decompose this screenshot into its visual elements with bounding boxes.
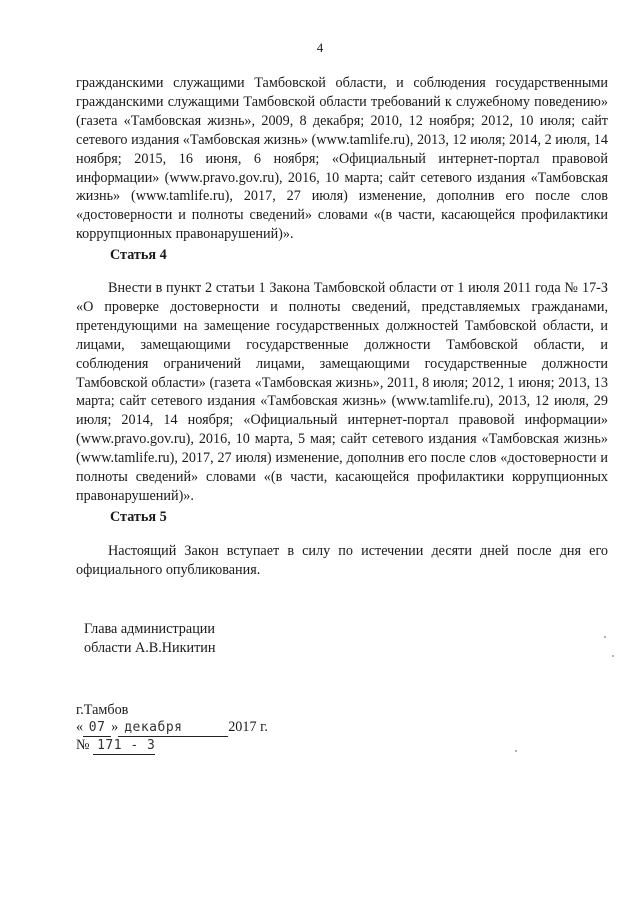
number-line <box>76 737 268 755</box>
signature-block <box>84 620 215 657</box>
scan-speck <box>515 750 517 752</box>
article-5-heading: Статья 5 <box>110 509 167 525</box>
date-day: 07 <box>83 719 111 737</box>
number-value: 171 - З <box>93 737 155 755</box>
article-5-text: Настоящий Закон вступает в силу по истечении десяти дней после дня его официального опубликования. <box>76 543 608 578</box>
date-close-quote: » <box>111 719 119 735</box>
place-date-block <box>76 702 268 755</box>
date-month: декабря <box>118 719 228 737</box>
place: г.Тамбов <box>76 702 129 718</box>
article-4-text: Внести в пункт 2 статьи 1 Закона Тамбовской области от 1 июля 2011 года № 17-З «О проверке достоверности и полноты сведений, представляемых гражданами, претендующими на замещение государственных должностей Тамбовской области, и лицами, замещающими государственные должности Тамбовской области, и соблюдения ограничений лицами, замещающими государственные должности Тамбовской области» (газета «Тамбовская жизнь», 2011, 8 июля; 2012, 1 июня; 2013, 13 марта; сайт сетевого издания «Тамбовская жизнь» (www.tamlife.ru), 2013, 12 июля, 29 июля; 2014, 14 ноября; «Официальный интернет-портал правовой информации» (www.pravo.gov.ru), 2016, 10 марта, 5 мая; сайт сетевого издания «Тамбовская жизнь» (www.tamlife.ru), 2017, 27 июля) изменение, дополнив его после слов «достоверности и полноты сведений» словами «(в части, касающейся профилактики коррупционных правонарушений)». <box>76 280 608 504</box>
number-prefix: № <box>76 737 90 753</box>
date-open-quote: « <box>76 719 84 735</box>
scan-speck <box>604 636 606 638</box>
date-year: 2017 г. <box>228 719 268 735</box>
scan-speck <box>612 655 614 657</box>
date-line <box>76 719 268 737</box>
page-number: 4 <box>316 40 324 55</box>
signature-name: области А.В.Никитин <box>84 639 216 656</box>
signature-title: Глава администрации <box>84 621 215 637</box>
article-4-heading: Статья 4 <box>110 247 167 263</box>
intro-paragraph: гражданскими служащими Тамбовской области, и соблюдения государственными гражданскими служащими Тамбовской области требований к служебному поведению» (газета «Тамбовская жизнь», 2009, 8 декабря; 2010, 12 ноября; 2012, 10 июля; сайт сетевого издания «Тамбовская жизнь» (www.tamlife.ru), 2013, 12 июля; 2014, 2 июля, 14 ноября; 2015, 16 июня, 6 ноября; «Официальный интернет-портал правовой информации» (www.pravo.gov.ru), 2016, 10 марта; сайт сетевого издания «Тамбовская жизнь» (www.tamlife.ru), 2017, 27 июля) изменение, дополнив его после слов «достоверности и полноты сведений» словами «(в части, касающейся профилактики коррупционных правонарушений)». <box>76 75 608 243</box>
